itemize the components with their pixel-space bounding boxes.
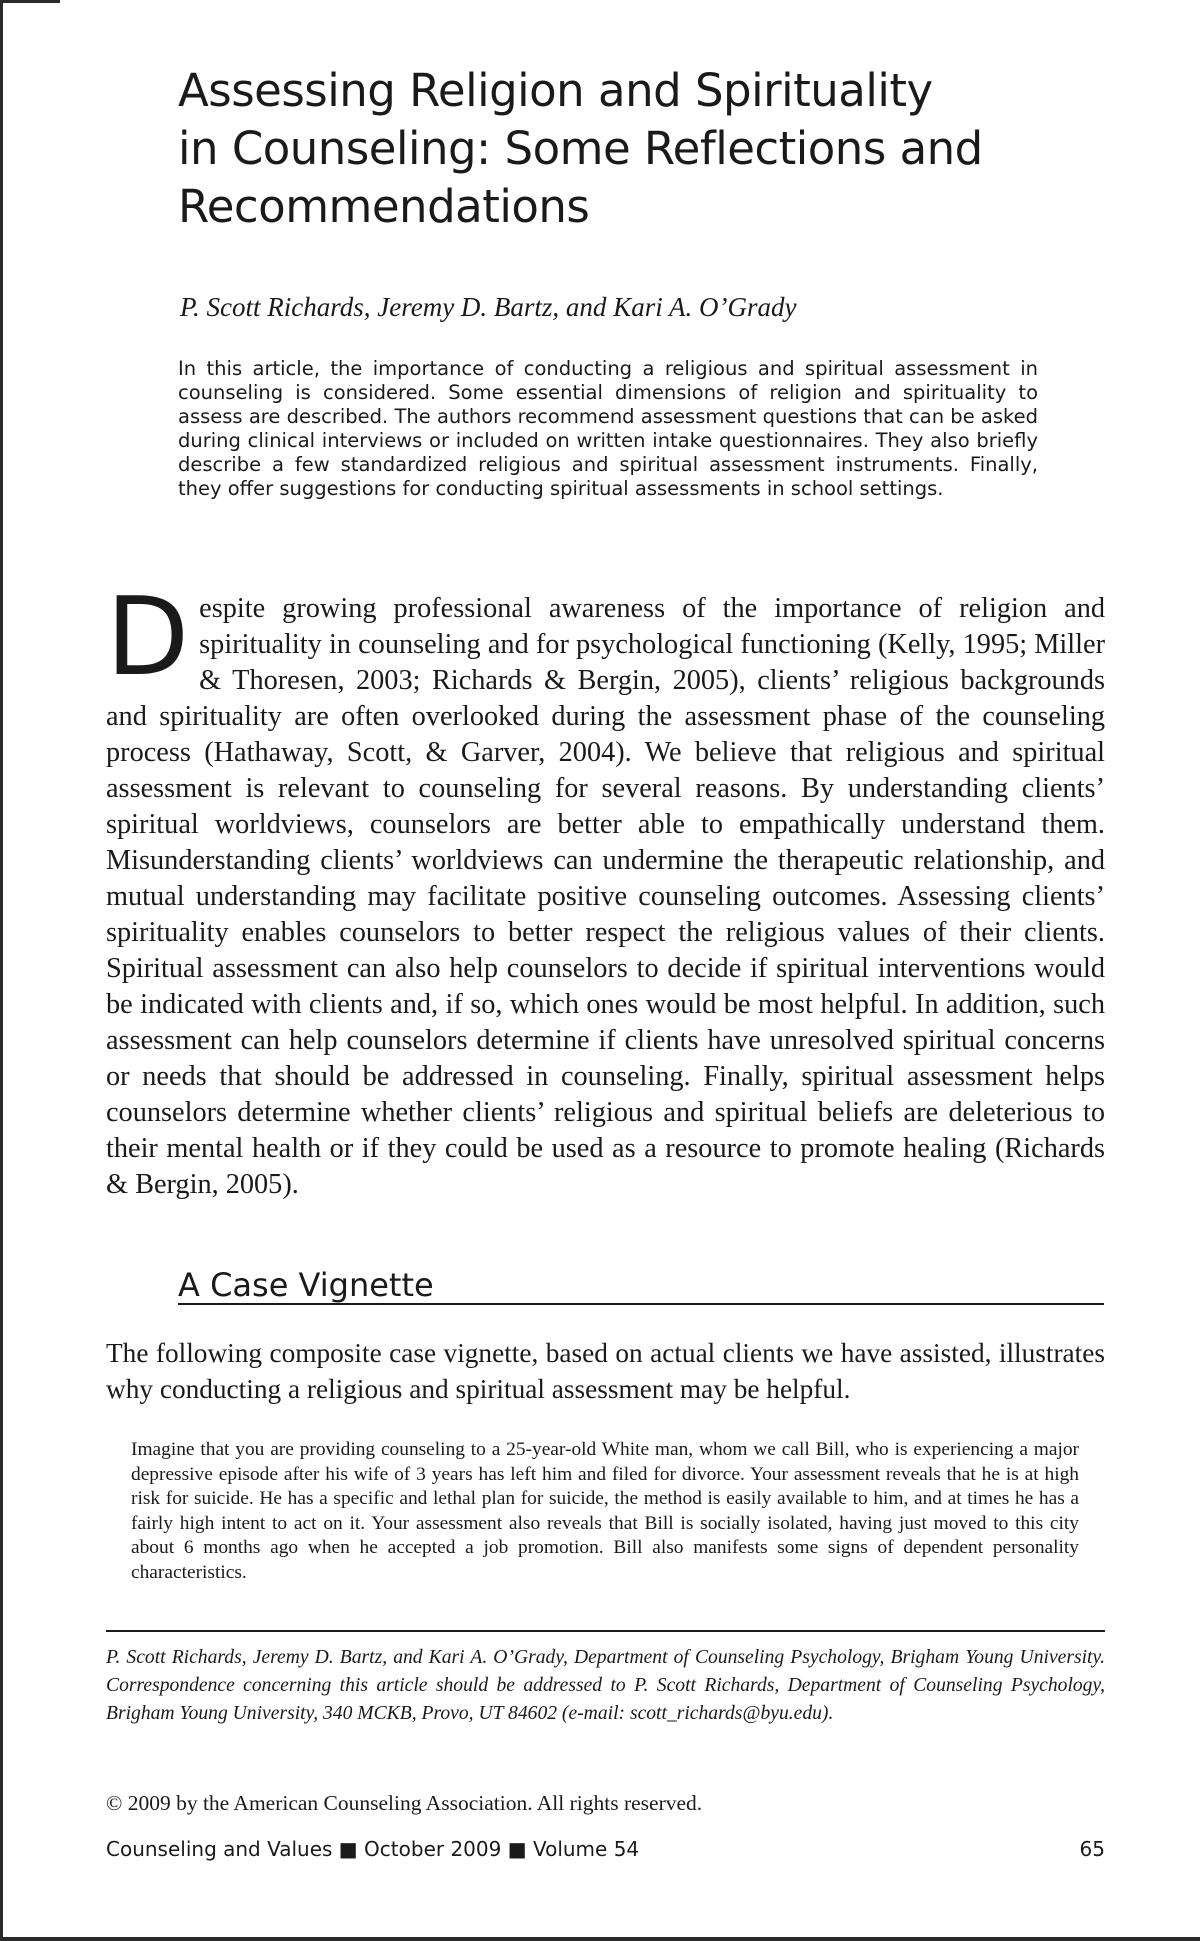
page-number: 65 bbox=[1079, 1837, 1105, 1861]
page-footer bbox=[106, 1834, 1105, 1864]
abstract: In this article, the importance of conducting a religious and spiritual assessment in counseling is considered. Some essential dimensions of religion and spirituality to assess are described. The authors recommend assessment questions that can be asked during clinical interviews or included on written intake questionnaires. They also briefly describe a few standardized religious and spiritual assessment instruments. Finally, they offer suggestions for conducting spiritual assessments in school settings. bbox=[178, 357, 1038, 500]
copyright-notice: © 2009 by the American Counseling Association. All rights reserved. bbox=[106, 1791, 703, 1815]
author-byline: P. Scott Richards, Jeremy D. Bartz, and Kari A. O’Grady bbox=[180, 292, 797, 322]
section-heading: A Case Vignette bbox=[178, 1267, 1104, 1305]
title-line-3: Recommendations bbox=[178, 180, 590, 233]
vignette-intro: The following composite case vignette, based on actual clients we have assisted, illustrates why conducting a religious and spiritual assessment may be helpful. bbox=[106, 1338, 1105, 1404]
title-line-1: Assessing Religion and Spirituality bbox=[178, 64, 933, 117]
page-border-top bbox=[0, 0, 60, 3]
article-title bbox=[178, 62, 1078, 236]
title-line-2: in Counseling: Some Reflections and bbox=[178, 122, 983, 175]
page-border-bottom bbox=[0, 1937, 1200, 1941]
footnote-divider bbox=[106, 1630, 1105, 1632]
drop-cap: D bbox=[106, 575, 190, 700]
opening-paragraph bbox=[106, 575, 1105, 1203]
journal-citation: Counseling and Values ■ October 2009 ■ Volume 54 bbox=[106, 1837, 640, 1861]
opening-paragraph-text: espite growing professional awareness of the importance of religion and spirituality in counseling and for psychological functioning (Kelly, 1995; Miller & Thoresen, 2003; Richards & Bergin, 2005), clients’ religious backgrounds and spirituality are often overlooked during the assessment phase of the counseling process (Hathaway, Scott, & Garver, 2004). We believe that religious and spiritual assessment is relevant to counseling for several reasons. By understanding clients’ spiritual worldviews, counselors are better able to empathically understand them. Misunderstanding clients’ worldviews can undermine the therapeutic relationship, and mutual understanding may facilitate positive counseling outcomes. Assessing clients’ spirituality enables counselors to better respect the religious values of their clients. Spiritual assessment can also help counselors to decide if spiritual interventions would be indicated with clients and, if so, which ones would be most helpful. In addition, such assessment can help counselors determine if clients have unresolved spiritual concerns or needs that should be addressed in counseling. Finally, spiritual assessment helps counselors determine whether clients’ religious and spiritual beliefs are deleterious to their mental health or if they could be used as a resource to promote healing (Richards & Bergin, 2005). bbox=[106, 593, 1105, 1200]
author-affiliation-note: P. Scott Richards, Jeremy D. Bartz, and Kari A. O’Grady, Department of Counseling Psychology, Brigham Young University. Correspondence concerning this article should be addressed to P. Scott Richards, Department of Counseling Psychology, Brigham Young University, 340 MCKB, Provo, UT 84602 (e-mail: scott_richards@byu.edu). bbox=[106, 1647, 1105, 1724]
case-vignette: Imagine that you are providing counseling to a 25-year-old White man, whom we call Bill, who is experiencing a major depressive episode after his wife of 3 years has left him and filed for divorce. Your assessment reveals that he is at high risk for suicide. He has a specific and lethal plan for suicide, the method is easily available to him, and at times he has a fairly high intent to act on it. Your assessment also reveals that Bill is socially isolated, having just moved to this city about 6 months ago when he accepted a job promotion. Bill also manifests some signs of dependent personality characteristics. bbox=[131, 1439, 1079, 1583]
page-border-left bbox=[0, 0, 3, 1941]
